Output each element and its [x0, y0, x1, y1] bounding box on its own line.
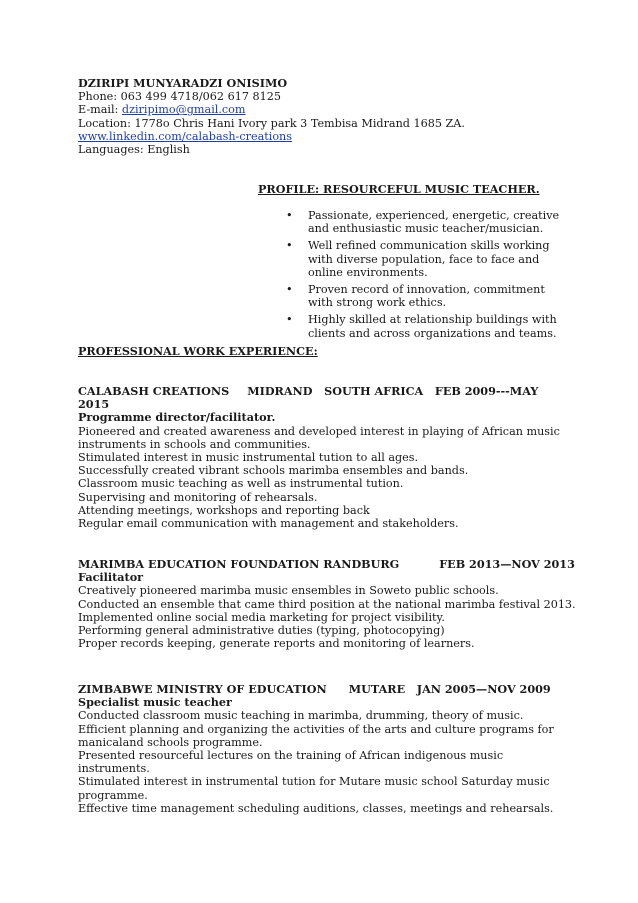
job-duty: Classroom music teaching as well as instrumental tution. [78, 477, 404, 491]
email-label: E-mail: [78, 103, 122, 117]
job-duty: Regular email communication with management and stakeholders. [78, 517, 459, 531]
job-place-dates: MUTARE JAN 2005—NOV 2009 [348, 682, 551, 696]
linkedin-link[interactable]: www.linkedin.com/calabash-creations [78, 129, 292, 143]
phone: Phone: 063 499 4718/062 617 8125 [78, 90, 281, 104]
job-duty: Conducted an ensemble that came third position at the national marimba festival 2013. [78, 597, 576, 611]
job-duty: Attending meetings, workshops and reporting back [78, 503, 370, 517]
profile-title: PROFILE: RESOURCEFUL MUSIC TEACHER. [258, 182, 540, 196]
job-role: Specialist music teacher [78, 695, 232, 710]
job-entry [78, 558, 578, 650]
job-duty: Performing general administrative duties (typing, photocopying) [78, 624, 445, 638]
profile-bullets [282, 209, 572, 344]
job-org: MARIMBA EDUCATION FOUNDATION RANDBURG [78, 557, 400, 571]
job-org: CALABASH CREATIONS [78, 384, 230, 398]
job-year-cont: 2015 [78, 397, 110, 412]
email-line [78, 103, 598, 116]
job-org: ZIMBABWE MINISTRY OF EDUCATION [78, 682, 327, 696]
email-link[interactable]: dziripimo@gmail.com [121, 103, 246, 117]
job-duty: Effective time management scheduling auditions, classes, meetings and rehearsals. [78, 801, 554, 815]
languages: Languages: English [78, 143, 190, 157]
profile-bullet: • Highly skilled at relationship buildings with clients and across organizations and teams. [286, 313, 557, 340]
bullet-icon: • [286, 209, 293, 222]
job-entry [78, 683, 578, 815]
bullet-icon: • [286, 313, 293, 327]
job-duty: Efficient planning and organizing the activities of the arts and culture programs for manicaland schools programme. [78, 722, 554, 749]
bullet-icon: • [286, 239, 293, 253]
job-duty: Presented resourceful lectures on the training of African indigenous music instruments. [78, 749, 504, 776]
job-duty: Supervising and monitoring of rehearsals. [78, 490, 318, 504]
job-place-dates: MIDRAND SOUTH AFRICA FEB 2009---MAY [247, 384, 539, 398]
contact-block [78, 77, 598, 156]
job-duty: Implemented online social media marketing for project visibility. [78, 610, 445, 624]
profile-bullet: • Proven record of innovation, commitment with strong work ethics. [286, 283, 545, 310]
job-duty: Stimulated interest in instrumental tution for Mutare music school Saturday music programme. [78, 775, 550, 802]
job-duty: Pioneered and created awareness and developed interest in playing of African music instruments in schools and communities. [78, 424, 560, 451]
job-entry [78, 385, 578, 530]
job-duty: Conducted classroom music teaching in marimba, drumming, theory of music. [78, 709, 524, 723]
job-role: Facilitator [78, 570, 144, 585]
job-duty: Creatively pioneered marimba music ensembles in Soweto public schools. [78, 584, 499, 598]
job-duty: Stimulated interest in music instrumental tution to all ages. [78, 451, 419, 465]
profile-bullet: • Well refined communication skills working with diverse population, face to face and online environments. [286, 239, 550, 279]
bullet-icon: • [286, 283, 293, 297]
job-duty: Successfully created vibrant schools marimba ensembles and bands. [78, 464, 469, 478]
experience-title: PROFESSIONAL WORK EXPERIENCE: [78, 344, 318, 358]
job-header [78, 385, 578, 398]
candidate-name: DZIRIPI MUNYARADZI ONISIMO [78, 76, 288, 90]
location: Location: 1778o Chris Hani Ivory park 3 Tembisa Midrand 1685 ZA. [78, 116, 465, 130]
job-header [78, 558, 578, 571]
job-duty: Proper records keeping, generate reports and monitoring of learners. [78, 637, 475, 651]
job-place-dates: FEB 2013—NOV 2013 [439, 557, 575, 571]
profile-bullet: • Passionate, experienced, energetic, creative and enthusiastic music teacher/musician. [286, 209, 560, 236]
job-role: Programme director/facilitator. [78, 410, 276, 425]
